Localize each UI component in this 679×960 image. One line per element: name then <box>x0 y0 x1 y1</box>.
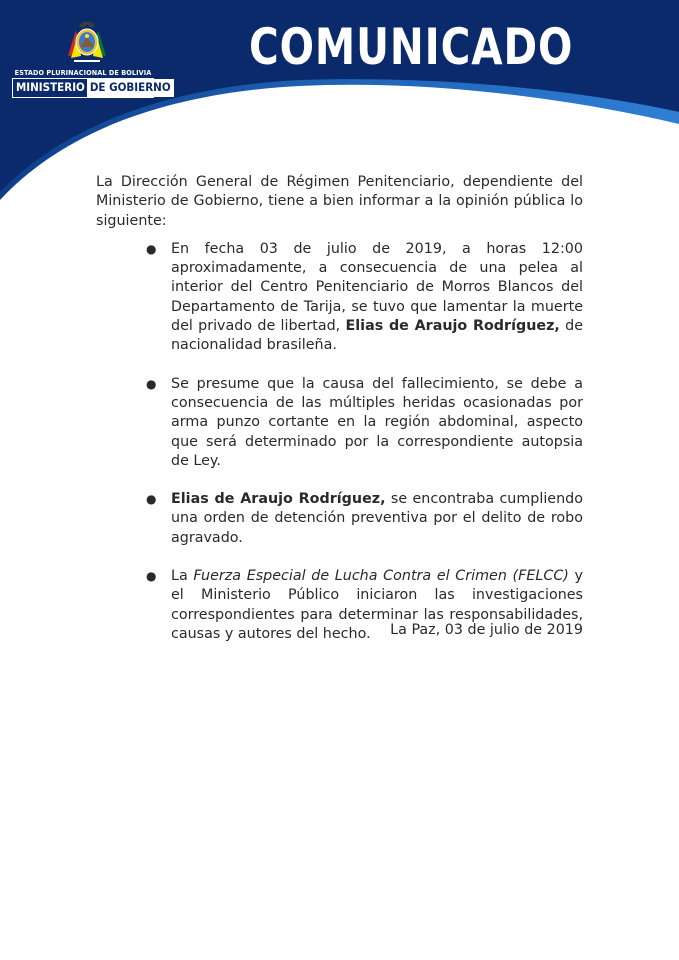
bullet-list <box>96 240 583 644</box>
intro-paragraph: La Dirección General de Régimen Penitenciario, dependiente del Ministerio de Gobierno, tiene a bien informar a la opinión pública lo siguiente: <box>96 174 583 229</box>
bullet-icon: ● <box>146 492 157 507</box>
logo-gobierno-word: DE GOBIERNO <box>87 79 174 97</box>
communique-body <box>96 173 583 663</box>
ministry-logo <box>12 18 171 104</box>
bullet-paragraph: En fecha 03 de julio de 2019, a horas 12:00 aproximadamente, a consecuencia de una pelea al interior del Centro Penitenciario de Morros Blancos del Departamento de Tarija, se tuvo que lamentar la muerte del privado de libertad, Elias de Araujo Rodríguez, de nacionalidad brasileña. <box>171 240 583 354</box>
logo-ministry-name <box>12 78 171 98</box>
list-item <box>146 240 583 356</box>
place-date-signature: La Paz, 03 de julio de 2019 <box>390 622 583 638</box>
list-item <box>146 375 583 471</box>
document-title: COMUNICADO <box>249 18 574 76</box>
bolivia-coat-of-arms-icon <box>62 18 112 64</box>
bullet-icon: ● <box>146 569 157 584</box>
logo-ministry-word: MINISTERIO <box>16 80 85 94</box>
bullet-icon: ● <box>146 376 157 391</box>
inmate-name: Elias de Araujo Rodríguez, <box>345 318 560 335</box>
agency-name: Fuerza Especial de Lucha Contra el Crimen (FELCC) <box>193 568 569 585</box>
bullet-paragraph: Elias de Araujo Rodríguez, se encontraba cumpliendo una orden de detención preventiva por el delito de robo agravado. <box>171 491 583 546</box>
list-item <box>146 490 583 548</box>
logo-country-text: ESTADO PLURINACIONAL DE BOLIVIA <box>14 68 152 77</box>
inmate-name: Elias de Araujo Rodríguez, <box>171 491 386 508</box>
bullet-paragraph: Se presume que la causa del fallecimiento, se debe a consecuencia de las múltiples heridas ocasionadas por arma punzo cortante en la región abdominal, aspecto que será determinado por la correspondiente autopsia de Ley. <box>171 375 583 469</box>
bullet-paragraph: La Fuerza Especial de Lucha Contra el Crimen (FELCC) y el Ministerio Público iniciaron las investigaciones correspondientes para determinar las responsabilidades, causas y autores del hecho. <box>171 568 583 642</box>
bullet-icon: ● <box>146 241 157 256</box>
